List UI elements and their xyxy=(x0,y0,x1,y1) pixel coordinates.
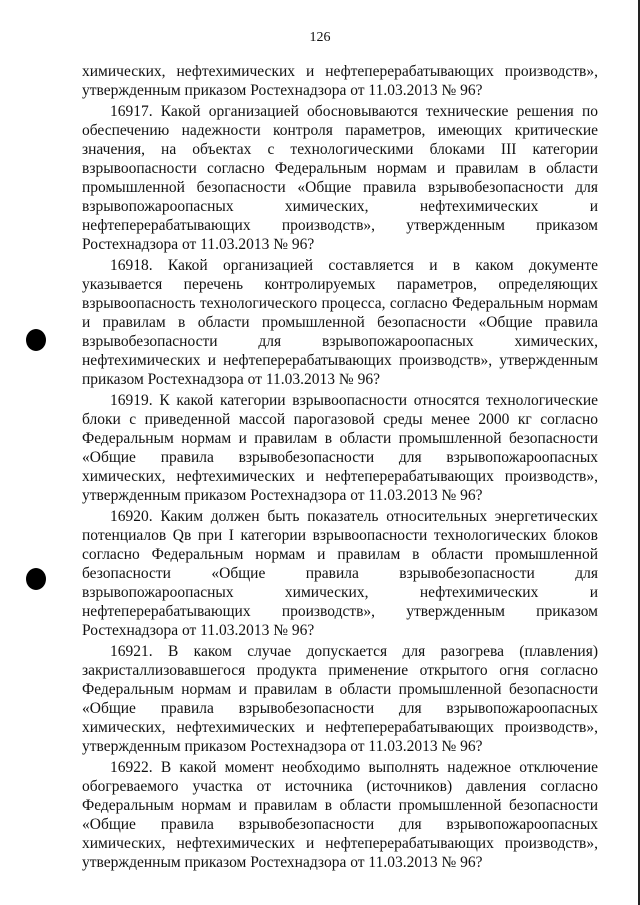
question-16922: 16922. В какой момент необходимо выполнять надежное отключение обогреваемого участка от источника (источников) давления согласно Федеральным нормам и правилам в области промышленной безопасности «Общие правила взрывобезопасности для взрывопожароопасных химических, нефтехимических и нефтеперерабатывающих производств», утвержденным приказом Ростехнадзора от 11.03.2013 № 96? xyxy=(82,759,598,871)
question-16918: 16918. Какой организацией составляется и в каком документе указывается перечень контролируемых параметров, определяющих взрывоопасность технологического процесса, согласно Федеральным нормам и правилам в области промышленной безопасности «Общие правила взрывобезопасности для взрывопожароопасных химических, нефтехимических и нефтеперерабатывающих производств», утвержденным приказом Ростехнадзора от 11.03.2013 № 96? xyxy=(82,257,598,388)
question-16919: 16919. К какой категории взрывоопасности относятся технологические блоки с приведенной массой парогазовой среды менее 2000 кг согласно Федеральным нормам и правилам в области промышленной безопасности «Общие правила взрывобезопасности для взрывопожароопасных химических, нефтехимических и нефтеперерабатывающих производств», утвержденным приказом Ростехнадзора от 11.03.2013 № 96? xyxy=(82,392,598,504)
continuation-paragraph: химических, нефтехимических и нефтеперерабатывающих производств», утвержденным приказом Ростехнадзора от 11.03.2013 № 96? xyxy=(82,63,598,99)
question-16921: 16921. В каком случае допускается для разогрева (плавления) закристаллизовавшегося продукта применение открытого огня согласно Федеральным нормам и правилам в области промышленной безопасности «Общие правила взрывобезопасности для взрывопожароопасных химических, нефтехимических и нефтеперерабатывающих производств», утвержденным приказом Ростехнадзора от 11.03.2013 № 96? xyxy=(82,643,598,755)
document-body xyxy=(82,62,598,874)
punch-hole-bottom xyxy=(26,568,46,590)
question-16917: 16917. Какой организацией обосновываются технические решения по обеспечению надежности контроля параметров, имеющих критические значения, на объектах с технологическими блоками III категории взрывоопасности согласно Федеральным нормам и правилам в области промышленной безопасности «Общие правила взрывобезопасности для взрывопожароопасных химических, нефтехимических и нефтеперерабатывающих производств», утвержденным приказом Ростехнадзора от 11.03.2013 № 96? xyxy=(82,103,598,253)
question-16920: 16920. Каким должен быть показатель относительных энергетических потенциалов Qв при I категории взрывоопасности технологических блоков согласно Федеральным нормам и правилам в области промышленной безопасности «Общие правила взрывобезопасности для взрывопожароопасных химических, нефтехимических и нефтеперерабатывающих производств», утвержденным приказом Ростехнадзора от 11.03.2013 № 96? xyxy=(82,508,598,639)
page-number: 126 xyxy=(309,30,331,45)
punch-hole-top xyxy=(26,329,46,351)
